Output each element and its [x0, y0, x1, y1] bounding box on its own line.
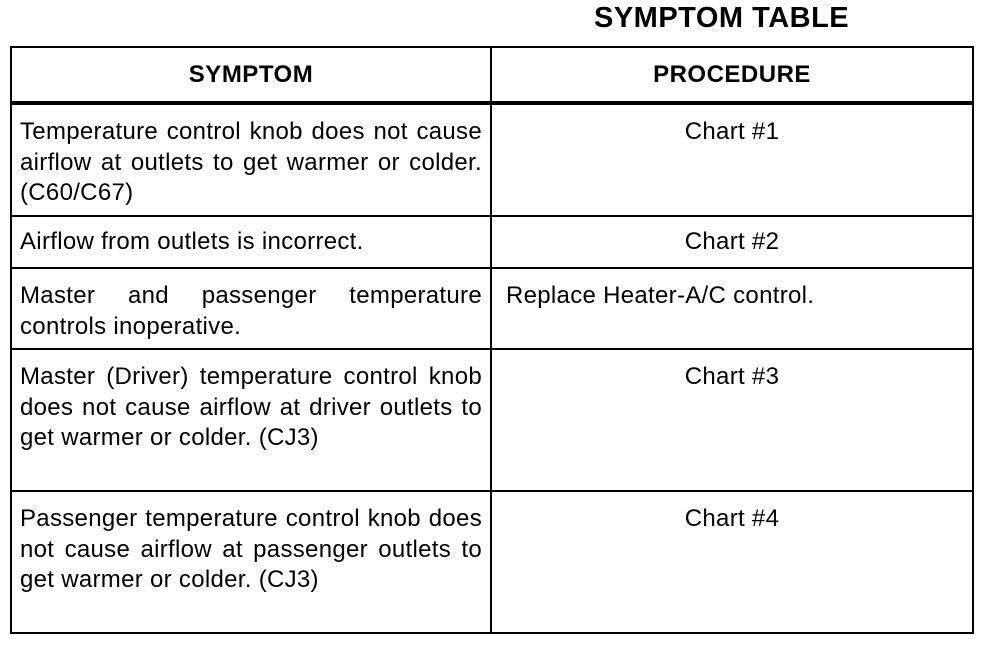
procedure-cell: Replace Heater-A/C control. — [491, 268, 973, 349]
table-body — [11, 103, 973, 633]
table-row — [11, 349, 973, 491]
procedure-cell: Chart #3 — [491, 349, 973, 491]
page-title: SYMPTOM TABLE — [594, 2, 850, 34]
table-row — [11, 103, 973, 216]
table-row — [11, 216, 973, 269]
symptom-cell: Master and passenger temperature controls inoperative. — [11, 268, 491, 349]
symptom-cell: Passenger temperature control knob does not cause airflow at passenger outlets to get warmer or colder. (CJ3) — [11, 491, 491, 633]
procedure-cell: Chart #2 — [491, 216, 973, 269]
symptom-cell: Airflow from outlets is incorrect. — [11, 216, 491, 269]
table-row — [11, 491, 973, 633]
symptom-cell: Temperature control knob does not cause airflow at outlets to get warmer or colder. (C60/C67) — [11, 103, 491, 216]
procedure-cell: Chart #4 — [491, 491, 973, 633]
symptom-cell: Master (Driver) temperature control knob does not cause airflow at driver outlets to get warmer or colder. (CJ3) — [11, 349, 491, 491]
procedure-column-header: PROCEDURE — [491, 47, 973, 103]
procedure-cell: Chart #1 — [491, 103, 973, 216]
table-header — [11, 47, 973, 103]
symptom-column-header: SYMPTOM — [11, 47, 491, 103]
table-row — [11, 268, 973, 349]
header-row — [11, 47, 973, 103]
symptom-table — [10, 46, 974, 634]
